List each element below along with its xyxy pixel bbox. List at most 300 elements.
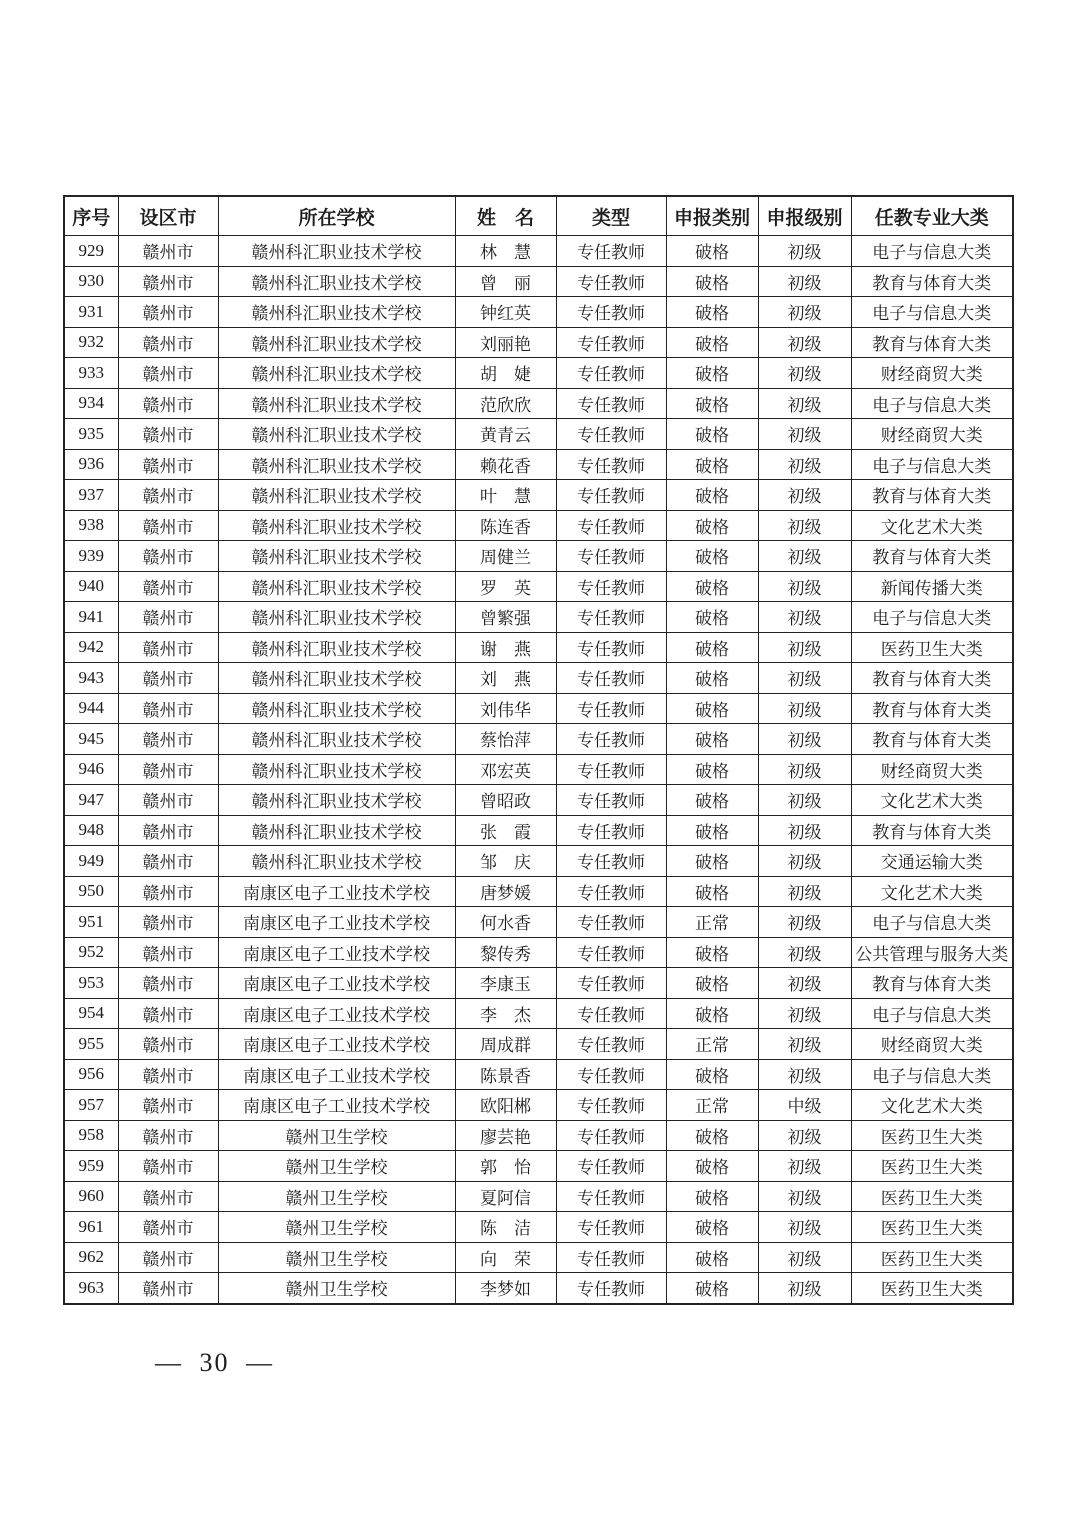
table-cell: 赣州市 (118, 327, 218, 358)
table-cell: 930 (64, 266, 118, 297)
table-cell: 934 (64, 388, 118, 419)
table-cell: 赣州科汇职业技术学校 (218, 358, 455, 389)
table-cell: 948 (64, 815, 118, 846)
table-cell: 教育与体育大类 (851, 968, 1013, 999)
table-cell: 938 (64, 510, 118, 541)
table-cell: 破格 (666, 876, 758, 907)
table-row (64, 236, 1013, 267)
table-cell: 陈 洁 (455, 1212, 556, 1243)
table-row (64, 266, 1013, 297)
table-cell: 刘 燕 (455, 663, 556, 694)
table-cell: 破格 (666, 358, 758, 389)
table-cell: 教育与体育大类 (851, 815, 1013, 846)
table-row (64, 602, 1013, 633)
table-cell: 教育与体育大类 (851, 663, 1013, 694)
table-cell: 赣州科汇职业技术学校 (218, 510, 455, 541)
table-cell: 破格 (666, 693, 758, 724)
table-cell: 破格 (666, 419, 758, 450)
table-cell: 张 霞 (455, 815, 556, 846)
table-cell: 942 (64, 632, 118, 663)
table-cell: 唐梦媛 (455, 876, 556, 907)
table-cell: 赣州科汇职业技术学校 (218, 266, 455, 297)
table-row (64, 1059, 1013, 1090)
table-cell: 赣州市 (118, 1029, 218, 1060)
table-cell: 初级 (758, 632, 851, 663)
table-cell: 赣州科汇职业技术学校 (218, 846, 455, 877)
table-cell: 电子与信息大类 (851, 1059, 1013, 1090)
table-cell: 新闻传播大类 (851, 571, 1013, 602)
table-cell: 交通运输大类 (851, 846, 1013, 877)
table-cell: 医药卫生大类 (851, 1151, 1013, 1182)
table-cell: 赣州卫生学校 (218, 1212, 455, 1243)
table-cell: 专任教师 (556, 876, 666, 907)
table-cell: 财经商贸大类 (851, 358, 1013, 389)
table-cell: 文化艺术大类 (851, 510, 1013, 541)
table-row (64, 571, 1013, 602)
table-cell: 专任教师 (556, 236, 666, 267)
table-cell: 文化艺术大类 (851, 1090, 1013, 1121)
table-cell: 专任教师 (556, 846, 666, 877)
table-cell: 初级 (758, 693, 851, 724)
table-cell: 赣州科汇职业技术学校 (218, 449, 455, 480)
table-cell: 刘伟华 (455, 693, 556, 724)
column-header-2: 所在学校 (218, 196, 455, 236)
table-cell: 963 (64, 1273, 118, 1304)
column-header-4: 类型 (556, 196, 666, 236)
table-cell: 初级 (758, 1273, 851, 1304)
table-cell: 赣州市 (118, 663, 218, 694)
table-cell: 破格 (666, 541, 758, 572)
table-cell: 教育与体育大类 (851, 693, 1013, 724)
table-cell: 南康区电子工业技术学校 (218, 937, 455, 968)
table-cell: 周健兰 (455, 541, 556, 572)
table-cell: 破格 (666, 1120, 758, 1151)
table-cell: 赣州卫生学校 (218, 1242, 455, 1273)
table-cell: 南康区电子工业技术学校 (218, 1090, 455, 1121)
table-cell: 陈景香 (455, 1059, 556, 1090)
table-cell: 赣州市 (118, 1181, 218, 1212)
table-cell: 向 荣 (455, 1242, 556, 1273)
table-cell: 赣州市 (118, 541, 218, 572)
table-cell: 957 (64, 1090, 118, 1121)
table-cell: 破格 (666, 236, 758, 267)
table-cell: 专任教师 (556, 571, 666, 602)
table-cell: 破格 (666, 1151, 758, 1182)
table-cell: 专任教师 (556, 1151, 666, 1182)
table-cell: 初级 (758, 266, 851, 297)
table-cell: 赣州科汇职业技术学校 (218, 571, 455, 602)
table-cell: 财经商贸大类 (851, 754, 1013, 785)
table-cell: 955 (64, 1029, 118, 1060)
table-cell: 胡 婕 (455, 358, 556, 389)
table-cell: 南康区电子工业技术学校 (218, 1029, 455, 1060)
table-cell: 电子与信息大类 (851, 602, 1013, 633)
table-row (64, 968, 1013, 999)
table-cell: 破格 (666, 663, 758, 694)
table-row (64, 1242, 1013, 1273)
table-cell: 946 (64, 754, 118, 785)
table-cell: 赣州市 (118, 419, 218, 450)
table-cell: 赣州市 (118, 236, 218, 267)
table-cell: 赣州科汇职业技术学校 (218, 663, 455, 694)
table-row (64, 754, 1013, 785)
table-cell: 破格 (666, 724, 758, 755)
table-cell: 初级 (758, 846, 851, 877)
table-cell: 专任教师 (556, 1029, 666, 1060)
table-cell: 邓宏英 (455, 754, 556, 785)
table-cell: 初级 (758, 1181, 851, 1212)
table-cell: 电子与信息大类 (851, 388, 1013, 419)
table-cell: 赣州市 (118, 968, 218, 999)
table-cell: 初级 (758, 358, 851, 389)
table-cell: 赣州卫生学校 (218, 1181, 455, 1212)
table-cell: 初级 (758, 602, 851, 633)
table-cell: 黄青云 (455, 419, 556, 450)
table-cell: 电子与信息大类 (851, 449, 1013, 480)
table-cell: 959 (64, 1151, 118, 1182)
table-cell: 专任教师 (556, 419, 666, 450)
table-cell: 专任教师 (556, 1273, 666, 1304)
table-cell: 961 (64, 1212, 118, 1243)
table-cell: 赣州市 (118, 358, 218, 389)
table-cell: 廖芸艳 (455, 1120, 556, 1151)
table-cell: 952 (64, 937, 118, 968)
table-cell: 李康玉 (455, 968, 556, 999)
table-cell: 医药卫生大类 (851, 1120, 1013, 1151)
table-cell: 初级 (758, 419, 851, 450)
table-cell: 教育与体育大类 (851, 724, 1013, 755)
table-cell: 李 杰 (455, 998, 556, 1029)
table-cell: 赣州市 (118, 907, 218, 938)
table-cell: 医药卫生大类 (851, 632, 1013, 663)
table-cell: 赣州市 (118, 724, 218, 755)
table-row (64, 785, 1013, 816)
table-cell: 赣州市 (118, 1090, 218, 1121)
table-row (64, 876, 1013, 907)
table-cell: 破格 (666, 449, 758, 480)
table-cell: 初级 (758, 1212, 851, 1243)
page-footer (155, 1348, 274, 1378)
table-cell: 赣州市 (118, 815, 218, 846)
table-cell: 赣州市 (118, 266, 218, 297)
table-cell: 赣州市 (118, 480, 218, 511)
table-cell: 专任教师 (556, 785, 666, 816)
table-cell: 破格 (666, 846, 758, 877)
table-cell: 941 (64, 602, 118, 633)
table-cell: 赣州科汇职业技术学校 (218, 815, 455, 846)
table-cell: 电子与信息大类 (851, 998, 1013, 1029)
table-cell: 951 (64, 907, 118, 938)
table-cell: 周成群 (455, 1029, 556, 1060)
table-cell: 赣州市 (118, 876, 218, 907)
table-cell: 初级 (758, 815, 851, 846)
table-cell: 赣州市 (118, 1273, 218, 1304)
table-cell: 赣州市 (118, 754, 218, 785)
table-cell: 赣州科汇职业技术学校 (218, 754, 455, 785)
table-cell: 赣州市 (118, 693, 218, 724)
table-cell: 赣州市 (118, 388, 218, 419)
table-cell: 958 (64, 1120, 118, 1151)
table-cell: 文化艺术大类 (851, 785, 1013, 816)
table-cell: 文化艺术大类 (851, 876, 1013, 907)
table-cell: 960 (64, 1181, 118, 1212)
table-cell: 医药卫生大类 (851, 1212, 1013, 1243)
table-cell: 正常 (666, 1090, 758, 1121)
table-cell: 初级 (758, 480, 851, 511)
table-cell: 初级 (758, 388, 851, 419)
table-header (64, 196, 1013, 236)
table-cell: 专任教师 (556, 693, 666, 724)
table-cell: 956 (64, 1059, 118, 1090)
table-cell: 陈连香 (455, 510, 556, 541)
table-cell: 初级 (758, 785, 851, 816)
table-cell: 赣州市 (118, 571, 218, 602)
table-row (64, 907, 1013, 938)
table-row (64, 1090, 1013, 1121)
table-cell: 初级 (758, 1151, 851, 1182)
table-cell: 初级 (758, 663, 851, 694)
table-cell: 破格 (666, 1059, 758, 1090)
table-cell: 电子与信息大类 (851, 907, 1013, 938)
table-cell: 初级 (758, 510, 851, 541)
table-row (64, 358, 1013, 389)
table-cell: 南康区电子工业技术学校 (218, 876, 455, 907)
table-cell: 赣州卫生学校 (218, 1151, 455, 1182)
table-cell: 黎传秀 (455, 937, 556, 968)
table-cell: 专任教师 (556, 480, 666, 511)
table-cell: 初级 (758, 1059, 851, 1090)
table-cell: 赣州市 (118, 602, 218, 633)
table-cell: 939 (64, 541, 118, 572)
table-row (64, 724, 1013, 755)
table-cell: 赣州科汇职业技术学校 (218, 419, 455, 450)
table-cell: 初级 (758, 571, 851, 602)
table-cell: 赣州市 (118, 1059, 218, 1090)
table-cell: 正常 (666, 907, 758, 938)
table-cell: 初级 (758, 236, 851, 267)
table-cell: 电子与信息大类 (851, 236, 1013, 267)
table-cell: 专任教师 (556, 602, 666, 633)
table-row (64, 632, 1013, 663)
table-cell: 谢 燕 (455, 632, 556, 663)
table-row (64, 846, 1013, 877)
table-cell: 教育与体育大类 (851, 541, 1013, 572)
column-header-5: 申报类别 (666, 196, 758, 236)
table-row (64, 1212, 1013, 1243)
table-cell: 破格 (666, 510, 758, 541)
table-cell: 破格 (666, 815, 758, 846)
table-row (64, 388, 1013, 419)
table-cell: 刘丽艳 (455, 327, 556, 358)
table-cell: 破格 (666, 785, 758, 816)
table-cell: 赣州科汇职业技术学校 (218, 632, 455, 663)
table-row (64, 1273, 1013, 1304)
table-cell: 财经商贸大类 (851, 419, 1013, 450)
table-cell: 专任教师 (556, 1120, 666, 1151)
table-row (64, 998, 1013, 1029)
table-cell: 邹 庆 (455, 846, 556, 877)
table-cell: 初级 (758, 876, 851, 907)
table-cell: 944 (64, 693, 118, 724)
table-cell: 钟红英 (455, 297, 556, 328)
table-cell: 破格 (666, 266, 758, 297)
table-cell: 初级 (758, 998, 851, 1029)
table-cell: 933 (64, 358, 118, 389)
table-cell: 破格 (666, 297, 758, 328)
table-cell: 929 (64, 236, 118, 267)
table-cell: 何水香 (455, 907, 556, 938)
table-cell: 初级 (758, 541, 851, 572)
table-cell: 正常 (666, 1029, 758, 1060)
page-number: — 30 — (155, 1348, 274, 1377)
table-cell: 932 (64, 327, 118, 358)
table-cell: 曾繁强 (455, 602, 556, 633)
table-cell: 赣州科汇职业技术学校 (218, 480, 455, 511)
table-row (64, 1120, 1013, 1151)
table-cell: 破格 (666, 754, 758, 785)
table-cell: 专任教师 (556, 1242, 666, 1273)
table-cell: 赣州科汇职业技术学校 (218, 388, 455, 419)
table-cell: 945 (64, 724, 118, 755)
table-cell: 赣州卫生学校 (218, 1273, 455, 1304)
table-cell: 电子与信息大类 (851, 297, 1013, 328)
table-cell: 罗 英 (455, 571, 556, 602)
table-cell: 943 (64, 663, 118, 694)
table-cell: 专任教师 (556, 907, 666, 938)
table-cell: 954 (64, 998, 118, 1029)
table-cell: 赣州科汇职业技术学校 (218, 297, 455, 328)
table-row (64, 1151, 1013, 1182)
table-cell: 专任教师 (556, 815, 666, 846)
table-cell: 专任教师 (556, 541, 666, 572)
table-cell: 蔡怡萍 (455, 724, 556, 755)
table-cell: 专任教师 (556, 297, 666, 328)
table-cell: 953 (64, 968, 118, 999)
table-cell: 赣州市 (118, 1151, 218, 1182)
table-row (64, 937, 1013, 968)
table-cell: 赣州市 (118, 449, 218, 480)
table-row (64, 449, 1013, 480)
table-cell: 破格 (666, 571, 758, 602)
table-cell: 初级 (758, 907, 851, 938)
table-row (64, 297, 1013, 328)
table-cell: 初级 (758, 1242, 851, 1273)
table-cell: 欧阳郴 (455, 1090, 556, 1121)
table-cell: 破格 (666, 1212, 758, 1243)
table-cell: 专任教师 (556, 724, 666, 755)
table-cell: 叶 慧 (455, 480, 556, 511)
table-cell: 专任教师 (556, 1212, 666, 1243)
table-row (64, 1181, 1013, 1212)
table-cell: 教育与体育大类 (851, 480, 1013, 511)
table-cell: 947 (64, 785, 118, 816)
table-cell: 赣州卫生学校 (218, 1120, 455, 1151)
table-cell: 赣州科汇职业技术学校 (218, 724, 455, 755)
table-cell: 南康区电子工业技术学校 (218, 907, 455, 938)
table-cell: 初级 (758, 449, 851, 480)
table-cell: 破格 (666, 968, 758, 999)
table-cell: 专任教师 (556, 449, 666, 480)
table-cell: 赣州市 (118, 632, 218, 663)
table-cell: 教育与体育大类 (851, 327, 1013, 358)
table-cell: 初级 (758, 724, 851, 755)
table-cell: 专任教师 (556, 266, 666, 297)
table-row (64, 663, 1013, 694)
table-cell: 赖花香 (455, 449, 556, 480)
table-row (64, 1029, 1013, 1060)
table-cell: 专任教师 (556, 754, 666, 785)
table-cell: 医药卫生大类 (851, 1242, 1013, 1273)
table-cell: 赣州市 (118, 1120, 218, 1151)
column-header-0: 序号 (64, 196, 118, 236)
table-cell: 950 (64, 876, 118, 907)
table-cell: 赣州市 (118, 785, 218, 816)
table-row (64, 815, 1013, 846)
column-header-6: 申报级别 (758, 196, 851, 236)
table-cell: 赣州市 (118, 1212, 218, 1243)
table-cell: 初级 (758, 327, 851, 358)
column-header-1: 设区市 (118, 196, 218, 236)
table-cell: 医药卫生大类 (851, 1181, 1013, 1212)
table-cell: 范欣欣 (455, 388, 556, 419)
table-cell: 破格 (666, 998, 758, 1029)
table-cell: 曾 丽 (455, 266, 556, 297)
table-cell: 赣州科汇职业技术学校 (218, 602, 455, 633)
table-cell: 936 (64, 449, 118, 480)
table-cell: 赣州市 (118, 510, 218, 541)
table-cell: 破格 (666, 602, 758, 633)
table-cell: 专任教师 (556, 1181, 666, 1212)
table-cell: 专任教师 (556, 388, 666, 419)
table-cell: 赣州市 (118, 846, 218, 877)
table-cell: 专任教师 (556, 968, 666, 999)
table-cell: 专任教师 (556, 327, 666, 358)
table-cell: 初级 (758, 297, 851, 328)
table-cell: 赣州市 (118, 937, 218, 968)
table-cell: 专任教师 (556, 937, 666, 968)
column-header-3: 姓 名 (455, 196, 556, 236)
table-cell: 公共管理与服务大类 (851, 937, 1013, 968)
table-cell: 949 (64, 846, 118, 877)
table-cell: 财经商贸大类 (851, 1029, 1013, 1060)
table-cell: 郭 怡 (455, 1151, 556, 1182)
table-cell: 专任教师 (556, 1059, 666, 1090)
table-cell: 南康区电子工业技术学校 (218, 1059, 455, 1090)
table-cell: 破格 (666, 632, 758, 663)
table-header-row (64, 196, 1013, 236)
table-cell: 专任教师 (556, 358, 666, 389)
table-cell: 破格 (666, 1181, 758, 1212)
table-cell: 夏阿信 (455, 1181, 556, 1212)
table-cell: 破格 (666, 1242, 758, 1273)
table-cell: 破格 (666, 937, 758, 968)
table-row (64, 480, 1013, 511)
table-cell: 中级 (758, 1090, 851, 1121)
table-row (64, 419, 1013, 450)
teacher-application-table (63, 195, 1014, 1305)
table-cell: 专任教师 (556, 998, 666, 1029)
table-row (64, 541, 1013, 572)
table-cell: 曾昭政 (455, 785, 556, 816)
table-cell: 935 (64, 419, 118, 450)
table-cell: 962 (64, 1242, 118, 1273)
table-cell: 林 慧 (455, 236, 556, 267)
table-body (64, 236, 1013, 1304)
table-cell: 专任教师 (556, 510, 666, 541)
table-row (64, 510, 1013, 541)
table-cell: 专任教师 (556, 632, 666, 663)
table-cell: 破格 (666, 480, 758, 511)
